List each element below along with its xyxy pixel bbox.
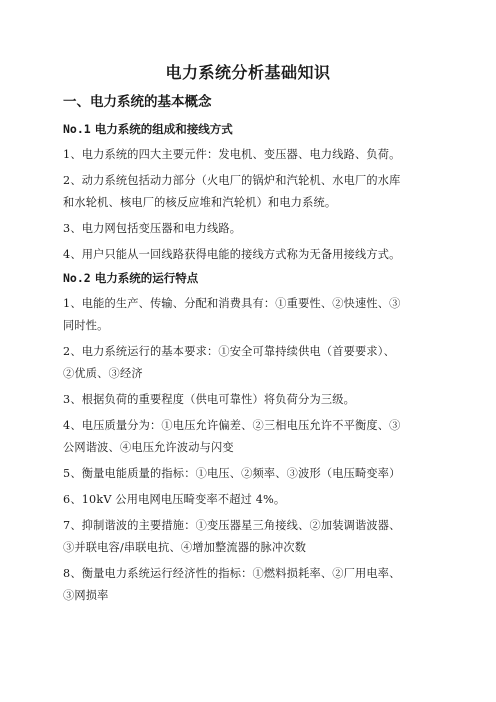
paragraph-line: 2、动力系统包括动力部分（火电厂的锅炉和汽轮机、水电厂的水库 bbox=[63, 174, 401, 187]
paragraph bbox=[63, 563, 437, 607]
paragraph-line: ②优质、③经济 bbox=[63, 367, 143, 380]
paragraph-line: 公网谐波、④电压允许波动与闪变 bbox=[63, 441, 234, 454]
paragraph-line: 5、衡量电能质量的指标：①电压、②频率、③波形（电压畸变率） bbox=[63, 467, 401, 480]
subsection-heading bbox=[63, 121, 437, 138]
paragraph bbox=[63, 515, 437, 559]
paragraph bbox=[63, 170, 437, 214]
paragraph bbox=[63, 244, 437, 266]
paragraph-line: 8、衡量电力系统运行经济性的指标：①燃料损耗率、②厂用电率、 bbox=[63, 567, 401, 580]
paragraph-line: 3、根据负荷的重要程度（供电可靠性）将负荷分为三级。 bbox=[63, 393, 356, 406]
paragraph-line: 6、10kV 公用电网电压畸变率不超过 4%。 bbox=[63, 493, 286, 506]
subsection-title: 电力系统的组成和接线方式 bbox=[94, 122, 233, 136]
paragraph-line: 同时性。 bbox=[63, 319, 109, 332]
document-body bbox=[63, 121, 437, 611]
subsection-title: 电力系统的运行特点 bbox=[94, 271, 199, 285]
subsection-1 bbox=[63, 121, 437, 266]
paragraph bbox=[63, 218, 437, 240]
section-heading: 一、电力系统的基本概念 bbox=[63, 94, 212, 110]
paragraph bbox=[63, 293, 437, 337]
subsection-number: No.1 bbox=[63, 122, 91, 136]
paragraph bbox=[63, 144, 437, 166]
paragraph-line: 3、电力网包括变压器和电力线路。 bbox=[63, 222, 242, 235]
paragraph bbox=[63, 489, 437, 511]
subsection-number: No.2 bbox=[63, 271, 91, 285]
subsection-2 bbox=[63, 270, 437, 607]
document-title: 电力系统分析基础知识 bbox=[165, 63, 331, 82]
paragraph-line: 2、电力系统运行的基本要求：①安全可靠持续供电（首要要求）、 bbox=[63, 345, 395, 358]
paragraph bbox=[63, 341, 437, 385]
paragraph bbox=[63, 389, 437, 411]
paragraph-line: 7、抑制谐波的主要措施：①变压器星三角接线、②加装调谐波器、 bbox=[63, 519, 401, 532]
paragraph bbox=[63, 415, 437, 459]
paragraph-line: 4、用户只能从一回线路获得电能的接线方式称为无备用接线方式。 bbox=[63, 248, 401, 261]
paragraph bbox=[63, 463, 437, 485]
paragraph-line: ③网损率 bbox=[63, 589, 109, 602]
paragraph-line: 4、电压质量分为：①电压允许偏差、②三相电压允许不平衡度、③ bbox=[63, 419, 401, 432]
paragraph-line: ③并联电容/串联电抗、④增加整流器的脉冲次数 bbox=[63, 541, 307, 554]
paragraph-line: 1、电力系统的四大主要元件：发电机、变压器、电力线路、负荷。 bbox=[63, 148, 401, 161]
paragraph-line: 和水轮机、核电厂的核反应堆和汽轮机）和电力系统。 bbox=[63, 196, 337, 209]
subsection-heading bbox=[63, 270, 437, 287]
paragraph-line: 1、电能的生产、传输、分配和消费具有：①重要性、②快速性、③ bbox=[63, 297, 401, 310]
